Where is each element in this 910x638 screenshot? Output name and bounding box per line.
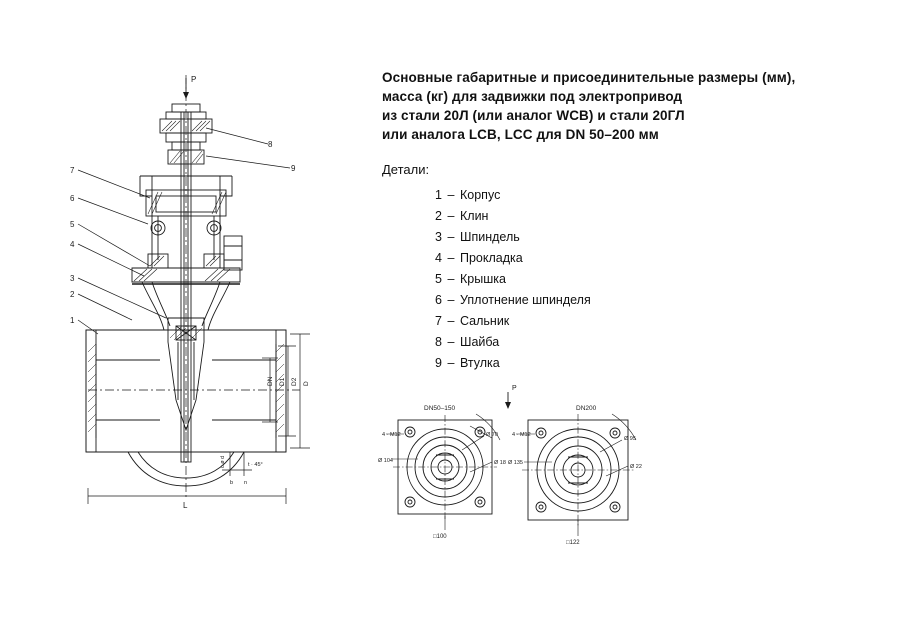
parts-list: [430, 185, 852, 374]
dim-length: L: [183, 501, 188, 510]
right-view-caption: DN200: [576, 405, 597, 412]
left-square-dim: □100: [433, 534, 447, 540]
right-square-dim: □122: [566, 540, 580, 546]
dim-n: n: [244, 480, 248, 486]
part-dash: –: [447, 272, 455, 286]
part-number: 1: [435, 188, 442, 202]
list-item: [430, 206, 852, 227]
bottom-p-label: P: [512, 385, 517, 392]
part-name: Шпиндель: [460, 230, 520, 244]
specification-text-panel: [382, 68, 852, 374]
dim-d1: D1: [279, 377, 286, 386]
flange-view-dn50-150: [386, 414, 500, 530]
part-dash: –: [447, 335, 455, 349]
callout-8: 8: [268, 140, 273, 149]
page-title-line-1: Основные габаритные и присоединительные размеры (мм),: [382, 70, 796, 85]
main-view-p-label: P: [191, 75, 197, 84]
part-name: Корпус: [460, 188, 501, 202]
callout-3: 3: [70, 274, 75, 283]
page-title: [382, 68, 852, 144]
list-item: [430, 332, 852, 353]
part-number: 9: [435, 356, 442, 370]
part-dash: –: [447, 293, 455, 307]
list-item: [430, 311, 852, 332]
dim-b: b: [230, 480, 234, 486]
right-dia-22: Ø 22: [630, 464, 642, 470]
callout-6: 6: [70, 194, 75, 203]
part-name: Сальник: [460, 314, 510, 328]
part-number: 2: [435, 209, 442, 223]
callout-9: 9: [291, 164, 296, 173]
part-dash: –: [447, 209, 455, 223]
part-name: Втулка: [460, 356, 500, 370]
dim-d: D: [303, 381, 310, 386]
callout-7: 7: [70, 166, 75, 175]
part-number: 5: [435, 272, 442, 286]
part-dash: –: [447, 314, 455, 328]
list-item: [430, 248, 852, 269]
bottom-pressure-arrow: [505, 392, 511, 409]
part-number: 3: [435, 230, 442, 244]
part-dash: –: [447, 230, 455, 244]
page-title-line-3: из стали 20Л (или аналог WCB) и стали 20ГЛ: [382, 108, 685, 123]
right-bolt-note: 4 · M12: [512, 432, 531, 438]
dim-dn: DN: [267, 376, 274, 386]
left-dia-18: Ø 18: [494, 460, 506, 466]
part-number: 4: [435, 251, 442, 265]
part-name: Прокладка: [460, 251, 523, 265]
page-title-line-2: масса (кг) для задвижки под электропривод: [382, 89, 683, 104]
list-item: [430, 269, 852, 290]
part-number: 7: [435, 314, 442, 328]
left-dia-104: Ø 104: [378, 458, 393, 464]
part-dash: –: [447, 251, 455, 265]
callout-1: 1: [70, 316, 75, 325]
callout-2: 2: [70, 290, 75, 299]
part-name: Уплотнение шпинделя: [460, 293, 591, 307]
dim-c-od: c ø d: [220, 455, 226, 468]
main-sectional-view: [78, 75, 310, 504]
part-dash: –: [447, 356, 455, 370]
dim-t45: t · 45°: [248, 462, 263, 468]
right-dia-95: Ø 95: [624, 436, 636, 442]
left-bolt-note: 4 · M12: [382, 432, 401, 438]
list-item: [430, 290, 852, 311]
left-dia-70: Ø 70: [486, 432, 498, 438]
part-number: 8: [435, 335, 442, 349]
part-name: Клин: [460, 209, 489, 223]
callout-5: 5: [70, 220, 75, 229]
part-dash: –: [447, 188, 455, 202]
flange-view-dn200: [516, 414, 636, 536]
right-dia-135: Ø 135: [508, 460, 523, 466]
parts-heading: Детали:: [382, 162, 430, 177]
part-name: Шайба: [460, 335, 500, 349]
list-item: [430, 185, 852, 206]
list-item: [430, 353, 852, 374]
part-number: 6: [435, 293, 442, 307]
page-title-line-4: или аналога LCB, LCC для DN 50–200 мм: [382, 127, 659, 142]
left-view-caption: DN50–150: [424, 405, 456, 412]
part-name: Крышка: [460, 272, 506, 286]
list-item: [430, 227, 852, 248]
callout-4: 4: [70, 240, 75, 249]
dim-d2: D2: [291, 377, 298, 386]
